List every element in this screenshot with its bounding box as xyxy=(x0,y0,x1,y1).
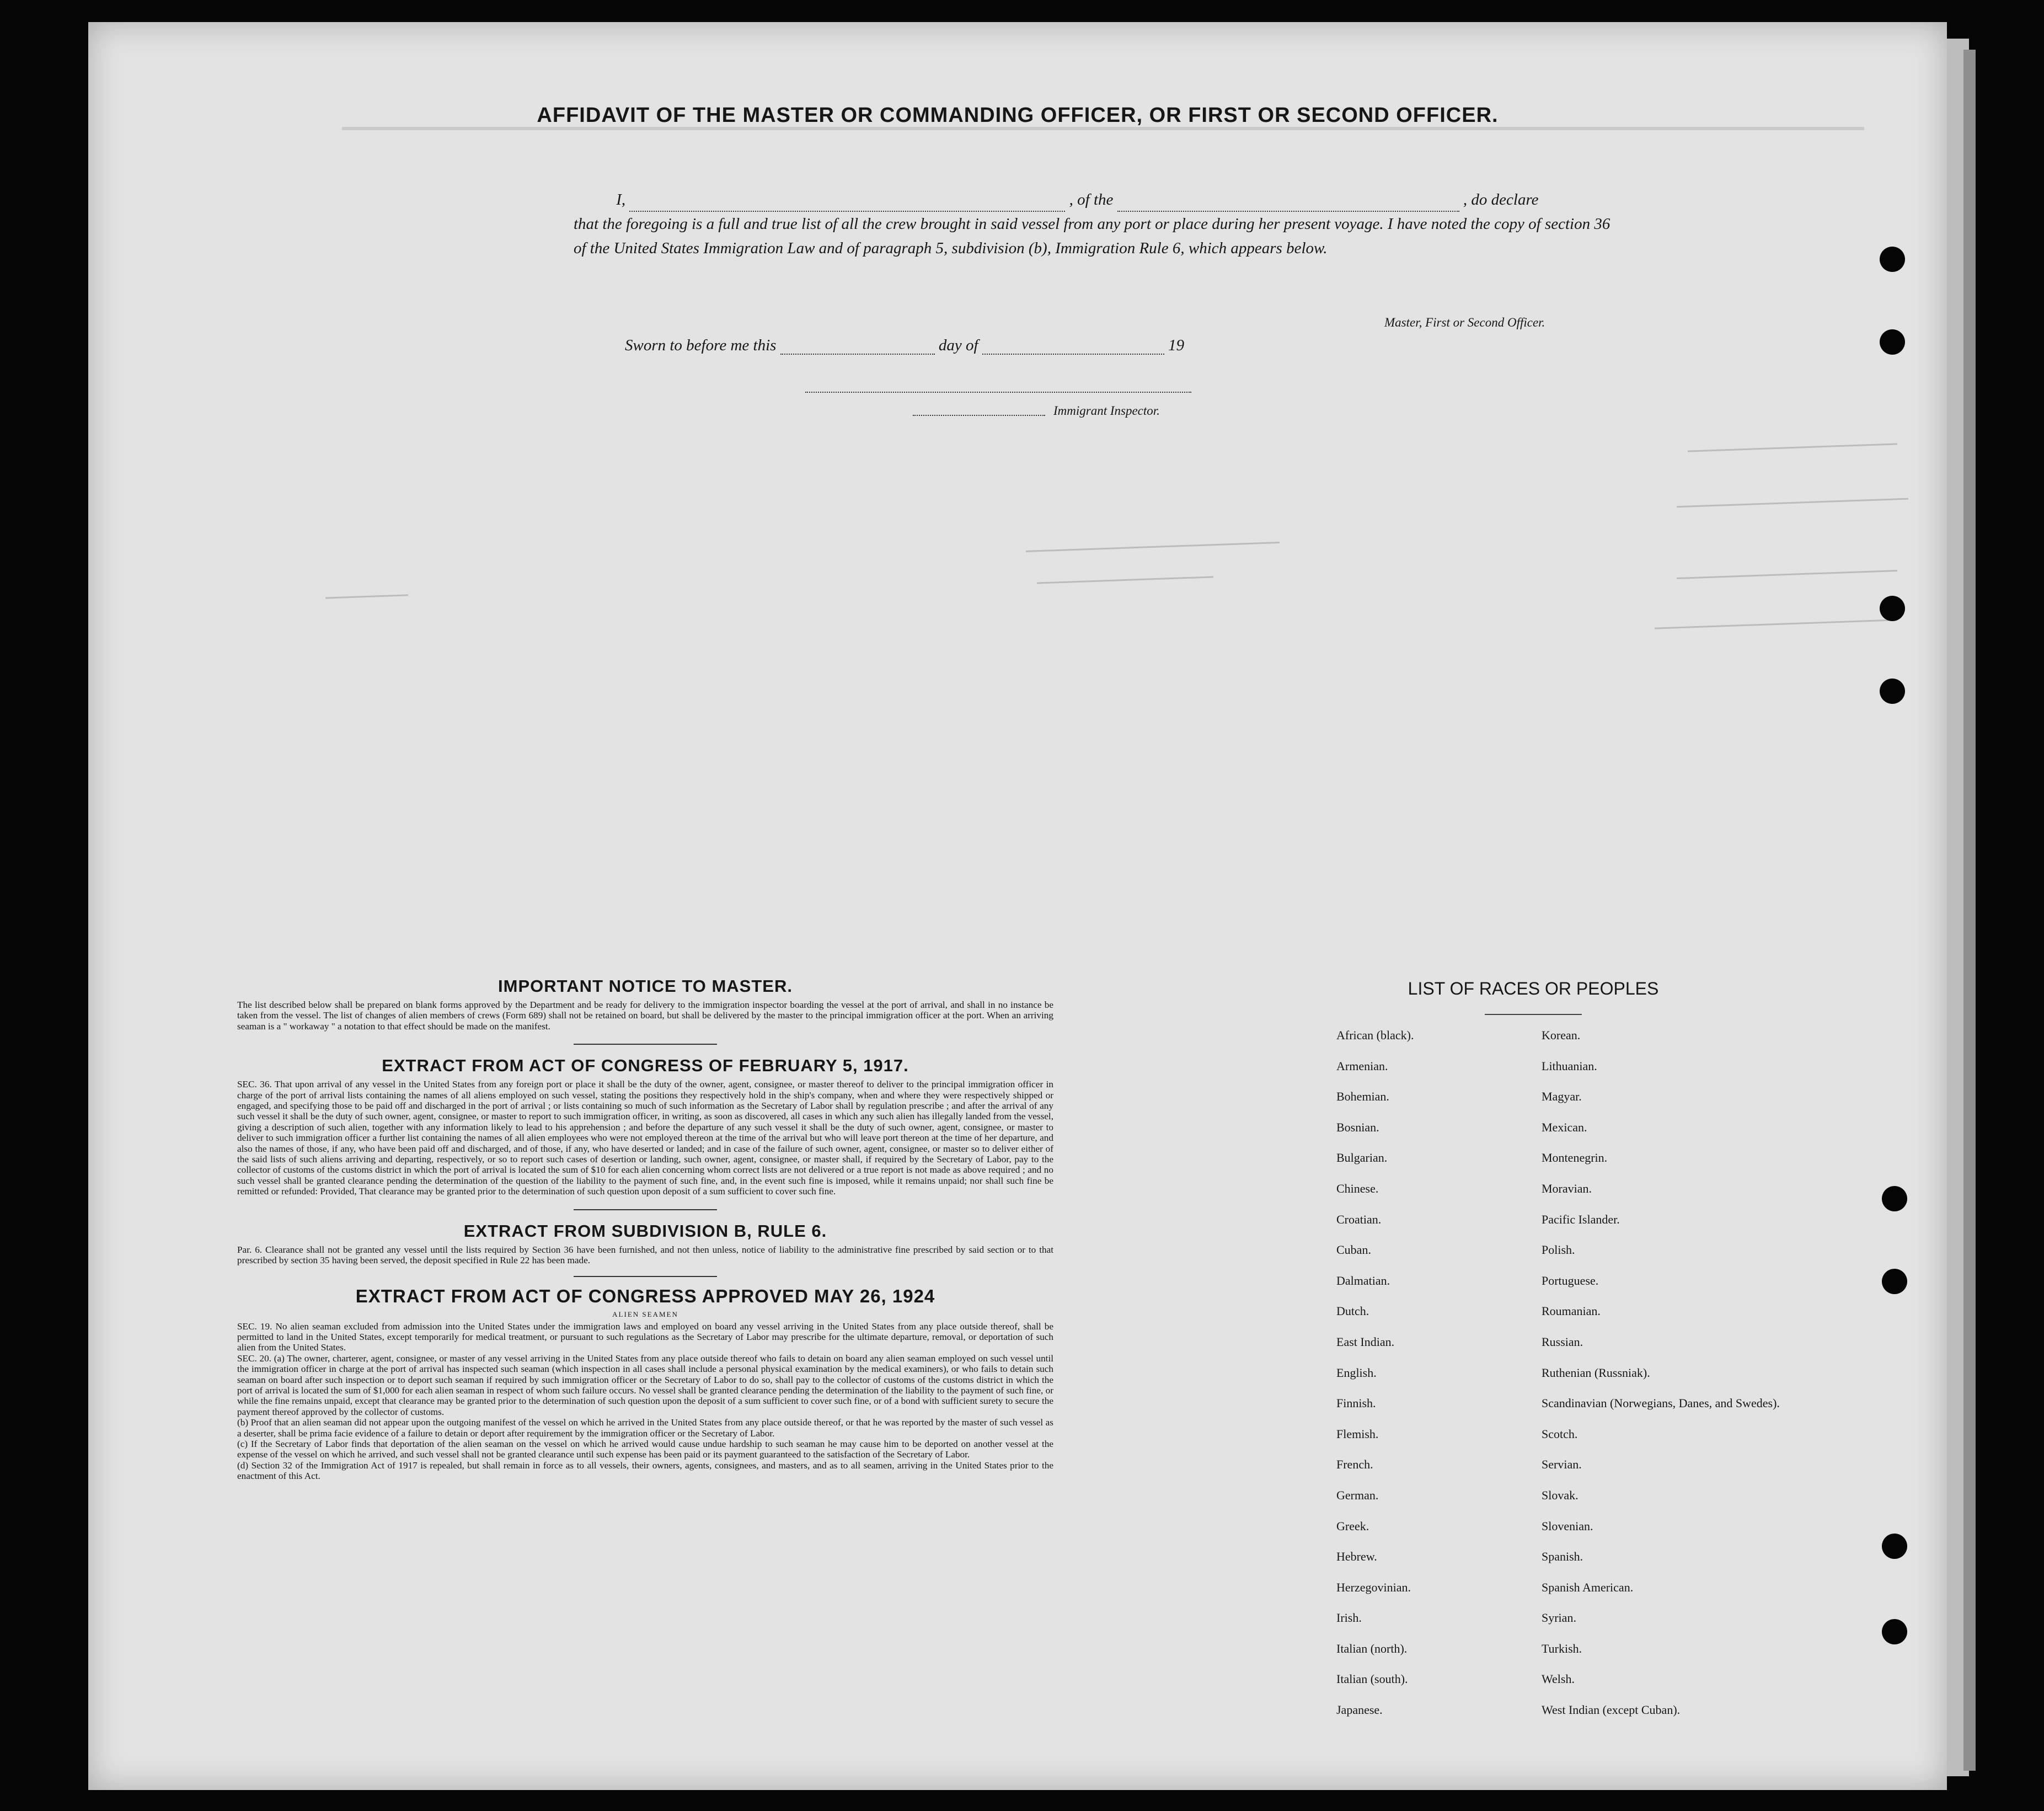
bleed-through-handwriting xyxy=(1677,498,1908,508)
race-item: East Indian. xyxy=(1336,1334,1395,1349)
extract-1924-title: EXTRACT FROM ACT OF CONGRESS APPROVED MAY 26, 1924 xyxy=(355,1285,935,1306)
race-item: Finnish. xyxy=(1336,1396,1376,1411)
extract-1917-title: EXTRACT FROM ACT OF CONGRESS OF FEBRUARY 5, 1917. xyxy=(382,1056,909,1076)
inspector-signature-line[interactable] xyxy=(805,392,1191,393)
punch-hole xyxy=(1880,679,1905,704)
race-item: Ruthenian (Russniak). xyxy=(1542,1365,1650,1380)
race-item: German. xyxy=(1336,1488,1379,1502)
bleed-through-handwriting xyxy=(1037,576,1213,584)
declaration-i: I, xyxy=(616,191,626,209)
notice-body: The list described below shall be prepared on blank forms approved by the Department and be ready for delivery to the immigration inspector boarding the vessel at the port of arrival, and shall in no instance be taken from the vessel. The list of changes of alien members of crews (Form 689) shall not be retained on board, but shall be delivered by the master to the principal immigration officer at the port. When an arriving seaman is a " workaway " a notation to that effect should be made on the manifest. xyxy=(237,1000,1053,1032)
affidavit-title: AFFIDAVIT OF THE MASTER OR COMMANDING OFFICER, OR FIRST OR SECOND OFFICER. xyxy=(537,104,1499,127)
race-item: Irish. xyxy=(1336,1611,1362,1625)
race-item: Italian (north). xyxy=(1336,1641,1408,1655)
declaration-do-declare: , do declare xyxy=(1463,191,1539,209)
race-item: Pacific Islander. xyxy=(1542,1212,1620,1226)
sworn-day-blank[interactable] xyxy=(780,340,935,355)
sworn-month-blank[interactable] xyxy=(982,340,1164,355)
race-item: Russian. xyxy=(1542,1334,1583,1349)
punch-hole xyxy=(1880,596,1905,621)
page-edge-stack-dark xyxy=(1963,50,1976,1771)
race-item: Lithuanian. xyxy=(1542,1059,1597,1073)
bleed-through-handwriting xyxy=(1026,542,1280,552)
section-divider xyxy=(574,1276,717,1277)
manifest-page xyxy=(88,22,1947,1790)
extract-1917-body: SEC. 36. That upon arrival of any vessel in the United States from any foreign port or place it shall be the duty of the owner, agent, consignee, or master thereof to deliver to the principal immigration officer in charge of the port of arrival lists containing the names of all aliens employed on such vessel, stating the positions they respectively hold in the ship's company, when and where they were respectively shipped or engaged, and specifying those to be paid off and discharged in the port of arrival ; or lists containing so much of such information as the Secretary of Labor shall by regulation prescribe ; and after the arrival of any such vessel it shall be the duty of such owner, agent, consignee, or master to report to such immigration officer, in writing, as soon as discovered, all cases in which any such alien has illegally landed from the vessel, giving a description of such alien, together with any information likely to lead to his apprehension ; and before the departure of any such vessel it shall be the duty of such owner, agent, consignee, or master to deliver to such immigration officer a further list containing the names of all alien employees who were not employed thereon at the time of the arrival but who will leave port thereon at the time of her departure, and also the names of those, if any, who have been paid off and discharged, and of those, if any, who have deserted or landed; and in case of the failure of such owner, agent, consignee, or master so to deliver either of the said lists of such aliens arriving and departing, respectively, or so to report such cases of desertion or landing, such owner, agent, consignee, or master shall, if required by the Secretary of Labor, pay to the collector of customs of the customs district in which the port of arrival is located the sum of $10 for each alien concerning whom correct lists are not delivered or a true report is not made as above required ; and no such vessel shall be granted clearance pending the determination of the question of the liability to the payment of such fine, and, in the event such fine is imposed, while it remains unpaid; nor shall such fine be remitted or refunded: Provided, That clearance may be granted prior to the determination of such question upon deposit of a sum sufficient to cover such fine. xyxy=(237,1079,1053,1197)
race-item: English. xyxy=(1336,1365,1377,1380)
race-item: West Indian (except Cuban). xyxy=(1542,1703,1681,1717)
race-item: Polish. xyxy=(1542,1243,1575,1257)
race-item: Bohemian. xyxy=(1336,1089,1389,1104)
inspector-label: Immigrant Inspector. xyxy=(1053,404,1160,418)
race-item: Syrian. xyxy=(1542,1611,1576,1625)
race-item: Scandinavian (Norwegians, Danes, and Swedes). xyxy=(1542,1396,1780,1411)
bleed-through-handwriting xyxy=(1677,570,1897,579)
section-divider xyxy=(574,1209,717,1210)
extract-1924-sec20c: (c) If the Secretary of Labor finds that deportation of the alien seaman on the vessel on which he arrived would cause undue hardship to such seaman he may cause him to be deported on another vessel at the expense of the vessel on which he arrived, and such vessel shall not be granted clearance until such expense has been paid or its payment guaranteed to the satisfaction of the Secretary of Labor. xyxy=(237,1438,1053,1460)
punch-hole xyxy=(1882,1619,1907,1644)
races-list-left xyxy=(1336,1028,1414,1734)
race-item: Spanish American. xyxy=(1542,1580,1634,1594)
race-item: Bosnian. xyxy=(1336,1120,1379,1134)
punch-hole xyxy=(1882,1269,1907,1294)
race-item: Chinese. xyxy=(1336,1181,1379,1195)
sworn-text: Sworn to before me this xyxy=(625,336,777,354)
extract-1924-sec20b: (b) Proof that an alien seaman did not appear upon the outgoing manifest of the vessel on which he arrived in the United States from any place outside thereof, or that he was reported by the master of such vessel as a deserter, shall be prima facie evidence of a failure to detain or deport after requirement by the immigration officer or the Secretary of Labor. xyxy=(237,1417,1053,1439)
race-item: Hebrew. xyxy=(1336,1550,1377,1564)
race-item: Dalmatian. xyxy=(1336,1273,1390,1288)
race-item: African (black). xyxy=(1336,1028,1414,1042)
race-item: French. xyxy=(1336,1457,1373,1472)
sworn-line xyxy=(625,336,1184,355)
race-item: Welsh. xyxy=(1542,1672,1575,1686)
bleed-through-handwriting xyxy=(1688,443,1897,452)
race-item: Portuguese. xyxy=(1542,1273,1599,1288)
race-item: Bulgarian. xyxy=(1336,1151,1388,1165)
extract-1924-subtitle: ALIEN SEAMEN xyxy=(612,1310,678,1318)
race-item: Moravian. xyxy=(1542,1181,1592,1195)
race-item: Dutch. xyxy=(1336,1304,1369,1318)
race-item: Italian (south). xyxy=(1336,1672,1408,1686)
declaration-line-1 xyxy=(574,188,1622,212)
declaration-body: that the foregoing is a full and true list of all the crew brought in said vessel from any port or place during her present voyage. I have noted the copy of section 36 of the United States Immigration Law and of paragraph 5, subdivision (b), Immigration Rule 6, which appears below. xyxy=(574,215,1610,257)
race-item: Herzegovinian. xyxy=(1336,1580,1411,1594)
bleed-through-heading xyxy=(342,127,1864,152)
race-item: Roumanian. xyxy=(1542,1304,1601,1318)
punch-hole xyxy=(1882,1186,1907,1211)
race-item: Servian. xyxy=(1542,1457,1582,1472)
extract-rule6-title: EXTRACT FROM SUBDIVISION B, RULE 6. xyxy=(463,1221,827,1241)
race-item: Croatian. xyxy=(1336,1212,1382,1226)
races-title: LIST OF RACES OR PEOPLES xyxy=(1408,979,1659,998)
race-item: Magyar. xyxy=(1542,1089,1582,1104)
races-title-rule xyxy=(1485,1014,1582,1015)
race-item: Korean. xyxy=(1542,1028,1581,1042)
extract-rule6-body: Par. 6. Clearance shall not be granted any vessel until the lists required by Section 36 have been furnished, and not then unless, notice of liability to the administrative fine prescribed by said section or to that prescribed by section 35 having been served, the deposit specified in Rule 22 has been made. xyxy=(237,1244,1053,1266)
inspector-signature-line-short xyxy=(913,415,1045,416)
race-item: Slovak. xyxy=(1542,1488,1579,1502)
extract-1924-sec19: SEC. 19. No alien seaman excluded from admission into the United States under the immigration laws and employed on board any vessel arriving in the United States from any place outside thereof, shall be permitted to land in the United States, except temporarily for medical treatment, or pursuant to such regulations as the Secretary of Labor may prescribe for the ultimate departure, removal, or deportation of such alien from the United States. xyxy=(237,1321,1053,1353)
extract-1924-sec20d: (d) Section 32 of the Immigration Act of 1917 is repealed, but shall remain in force as to all vessels, their owners, agents, consignees, and masters, and as to all seamen, arriving in the United States prior to the enactment of this Act. xyxy=(237,1460,1053,1482)
race-item: Spanish. xyxy=(1542,1550,1583,1564)
races-list-right xyxy=(1542,1028,1780,1734)
legal-notices-column xyxy=(237,976,1053,1482)
race-item: Slovenian. xyxy=(1542,1519,1593,1533)
punch-hole xyxy=(1880,247,1905,272)
master-signature-label: Master, First or Second Officer. xyxy=(1384,316,1545,329)
race-item: Flemish. xyxy=(1336,1427,1379,1441)
race-item: Scotch. xyxy=(1542,1427,1578,1441)
race-item: Turkish. xyxy=(1542,1641,1582,1655)
race-item: Japanese. xyxy=(1336,1703,1383,1717)
extract-1924-sec20a: SEC. 20. (a) The owner, charterer, agent, consignee, or master of any vessel arriving in the United States from any place outside thereof who fails to detain on board any alien seaman employed on such vessel until the immigration officer in charge at the port of arrival has inspected such seaman (which inspection in all cases shall include a personal physical examination by the medical examiners), or who fails to detain such seaman on board after such inspection or to deport such seaman if required by such immigration officer or the Secretary of Labor to do so, shall pay to the collector of customs of the customs district in which the port of arrival is located the sum of $1,000 for each alien seaman in respect of whom such failure occurs. No vessel shall be granted clearance pending the determination of the liability to the payment of such fine, or while the fine remains unpaid, except that clearance may be granted prior to the determination of such question upon the deposit of a sum sufficient to cover such fine, or of a bond with sufficient surety to secure the payment thereof approved by the collector of customs. xyxy=(237,1353,1053,1417)
section-divider xyxy=(574,1044,717,1045)
affidavit-declaration xyxy=(574,188,1622,260)
bleed-through-handwriting xyxy=(325,594,408,599)
race-item: Cuban. xyxy=(1336,1243,1371,1257)
race-item: Montenegrin. xyxy=(1542,1151,1608,1165)
sworn-year: 19 xyxy=(1168,336,1185,354)
bleed-through-handwriting xyxy=(1655,619,1897,629)
declaration-of-the: , of the xyxy=(1069,191,1114,209)
race-item: Mexican. xyxy=(1542,1120,1587,1134)
punch-hole xyxy=(1882,1534,1907,1559)
notice-title: IMPORTANT NOTICE TO MASTER. xyxy=(498,976,793,996)
punch-hole xyxy=(1880,329,1905,355)
race-item: Greek. xyxy=(1336,1519,1369,1533)
race-item: Armenian. xyxy=(1336,1059,1388,1073)
sworn-day-of: day of xyxy=(938,336,978,354)
